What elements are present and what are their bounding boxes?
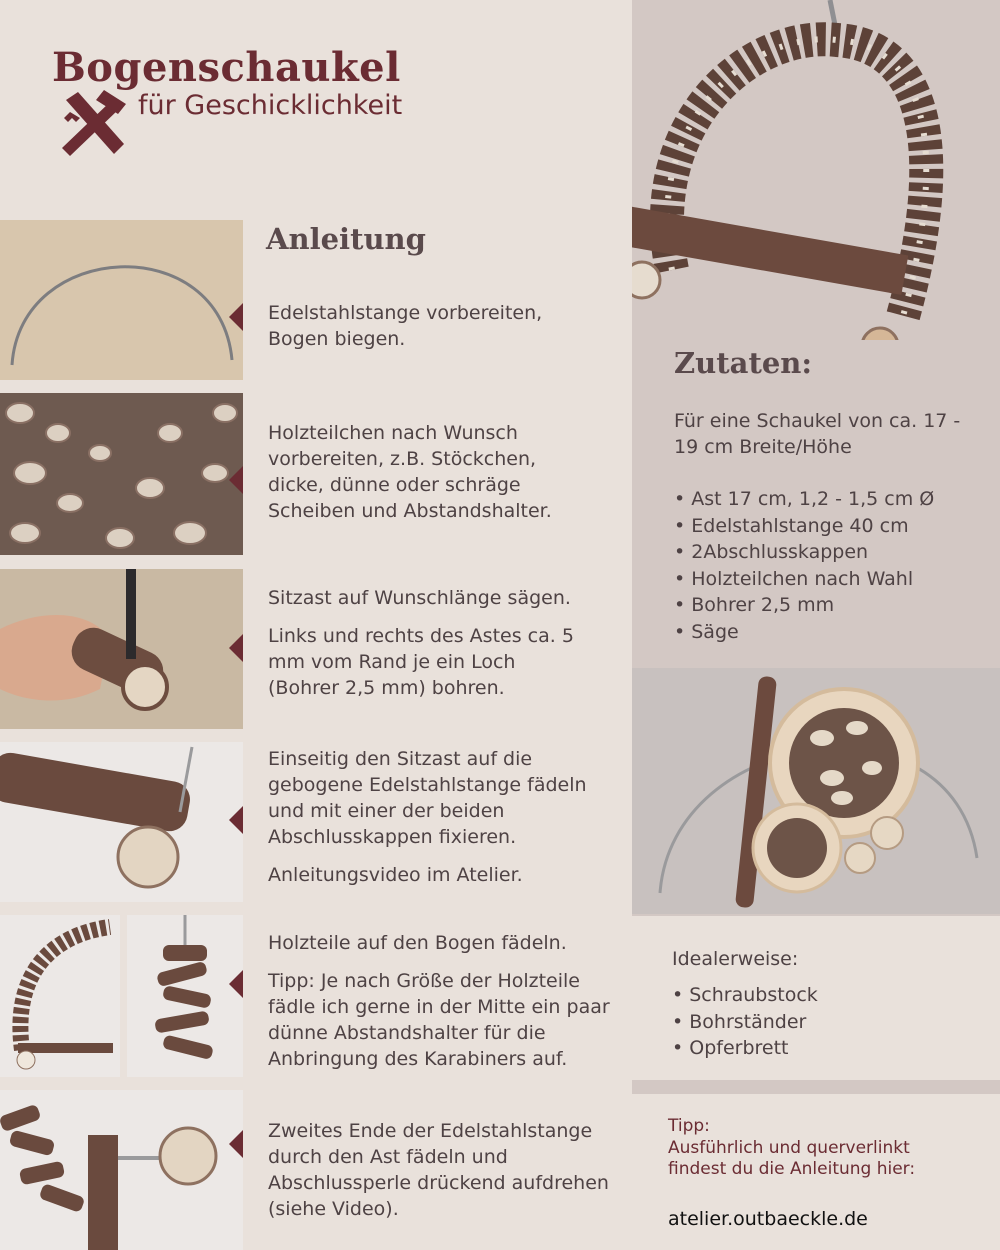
list-item: • Ast 17 cm, 1,2 - 1,5 cm Ø	[674, 486, 974, 513]
step-5-pointer-icon	[229, 970, 243, 998]
step-3-photo	[0, 569, 243, 729]
step-5-photo-left	[0, 915, 120, 1077]
list-item: • Schraubstock	[672, 982, 972, 1009]
list-item: • 2Abschlusskappen	[674, 539, 974, 566]
step-4-text	[268, 746, 608, 900]
ideal-heading: Idealerweise:	[672, 948, 799, 970]
step-4-paragraph-2: Anleitungsvideo im Atelier.	[268, 864, 523, 886]
step-1-pointer-icon	[229, 303, 243, 331]
ingredients-list	[674, 486, 974, 645]
step-6-pointer-icon	[229, 1130, 243, 1158]
step-5-text	[268, 930, 623, 1084]
hammer-saw-icon	[58, 88, 128, 156]
step-4-pointer-icon	[229, 806, 243, 834]
list-item: • Edelstahlstange 40 cm	[674, 513, 974, 540]
page-title: Bogenschaukel	[52, 44, 401, 91]
step-1-photo	[0, 220, 243, 380]
step-3-paragraph-1: Sitzast auf Wunschlänge sägen.	[268, 587, 571, 609]
step-3-pointer-icon	[229, 634, 243, 662]
instructions-heading: Anleitung	[266, 222, 426, 256]
swing-photo	[632, 0, 1000, 340]
step-5-paragraph-2: Tipp: Je nach Größe der Holzteile fädle ich gerne in der Mitte ein paar dünne Abstandshalter für die Anbringung des Karabiners auf.	[268, 970, 610, 1070]
step-6-photo	[0, 1090, 243, 1250]
list-item: • Säge	[674, 619, 974, 646]
step-5-paragraph-1: Holzteile auf den Bogen fädeln.	[268, 932, 567, 954]
step-6-text	[268, 1118, 623, 1234]
list-item: • Opferbrett	[672, 1035, 972, 1062]
step-3-text	[268, 585, 598, 713]
ingredients-heading: Zutaten:	[674, 346, 813, 380]
tip-label: Tipp:	[668, 1116, 710, 1136]
tip-link[interactable]: atelier.outbaeckle.de	[668, 1208, 868, 1230]
step-1-paragraph-1: Edelstahlstange vorbereiten, Bogen biegen.	[268, 302, 543, 350]
ingredients-intro: Für eine Schaukel von ca. 17 - 19 cm Breite/Höhe	[674, 410, 961, 458]
materials-photo	[632, 668, 1000, 914]
list-item: • Bohrer 2,5 mm	[674, 592, 974, 619]
list-item: • Bohrständer	[672, 1009, 972, 1036]
page-subtitle: für Geschicklichkeit	[138, 90, 403, 121]
list-item: • Holzteilchen nach Wahl	[674, 566, 974, 593]
step-6-paragraph-1: Zweites Ende der Edelstahlstange durch den Ast fädeln und Abschlussperle drückend aufdrehen (siehe Video).	[268, 1120, 609, 1220]
tip-text: Ausführlich und querverlinkt findest du die Anleitung hier:	[668, 1138, 916, 1179]
step-2-pointer-icon	[229, 466, 243, 494]
step-5-photo-right	[127, 915, 243, 1077]
step-2-paragraph-1: Holzteilchen nach Wunsch vorbereiten, z.B. Stöckchen, dicke, dünne oder schräge Scheiben und Abstandshalter.	[268, 422, 552, 522]
ideal-list	[672, 982, 972, 1062]
step-1-text	[268, 300, 578, 364]
step-4-paragraph-1: Einseitig den Sitzast auf die gebogene Edelstahlstange fädeln und mit einer der beiden Abschlusskappen fixieren.	[268, 748, 587, 848]
step-2-photo	[0, 393, 243, 555]
step-3-paragraph-2: Links und rechts des Astes ca. 5 mm vom Rand je ein Loch (Bohrer 2,5 mm) bohren.	[268, 625, 574, 699]
step-2-text	[268, 420, 568, 536]
step-4-photo	[0, 742, 243, 902]
